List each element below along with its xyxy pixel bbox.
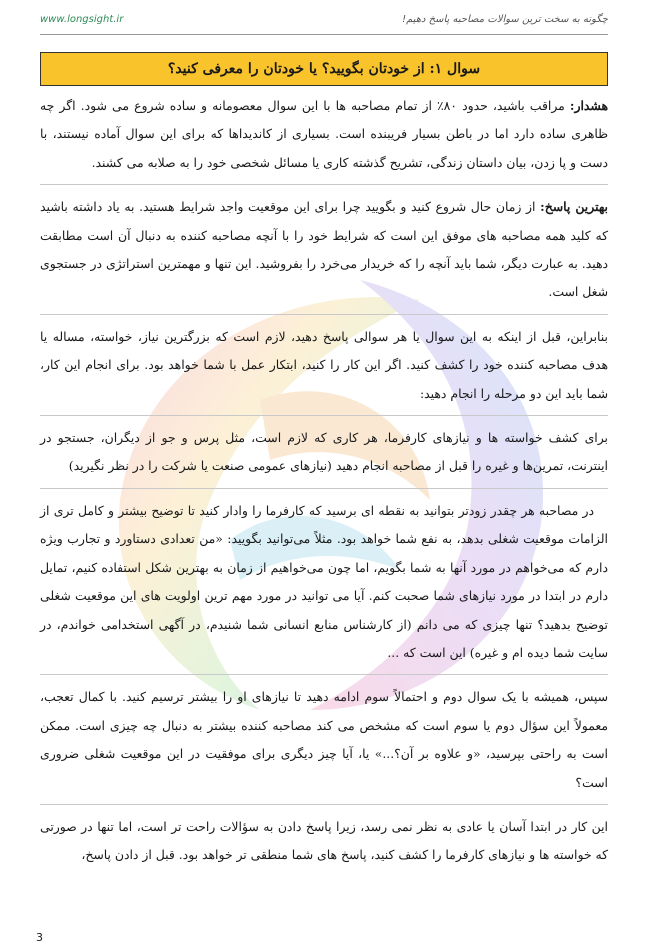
paragraph bbox=[40, 675, 608, 805]
paragraph-text: از زمان حال شروع کنید و بگویید چرا برای این موقعیت واجد شرایط هستید. به یاد داشته باشید که کلید همه مصاحبه های موفق این است که شرایط خود را با آنچه مصاحبه کننده به دنبال آن است مطابقت دهید. به عبارت دیگر، شما باید آنچه را که خریدار می‌خرد را بفروشید. این تنها و مهمترین استراتژی در جستجوی شغل است. bbox=[40, 199, 608, 300]
page-header bbox=[40, 10, 608, 32]
paragraph bbox=[40, 416, 608, 489]
paragraph bbox=[40, 489, 608, 675]
paragraph-text: بنابراین، قبل از اینکه به این سوال یا هر سوالی پاسخ دهید، لازم است که بزرگترین نیاز، خواسته، مساله یا هدف مصاحبه کننده خود را کشف کنید. اگر این کار را کنید، ابتکار عمل با شما خواهد بود. برای انجام این کار، شما باید این دو مرحله را انجام دهید: bbox=[40, 328, 608, 401]
question-box bbox=[40, 52, 608, 86]
question-title: سوال ۱: از خودتان بگویید؟ یا خودتان را معرفی کنید؟ bbox=[167, 61, 481, 77]
paragraph-lead: بهترین پاسخ: bbox=[540, 199, 608, 215]
paragraph-text: سپس، همیشه با یک سوال دوم و احتمالاً سوم ادامه دهید تا نیازهای او را بیشتر ترسیم کنید. با کمال تعجب، معمولاً این سؤال دوم یا سوم است که مشخص می کند مصاحبه کننده بیشتر به دنبال چه چیزی است. ممکن است به راحتی بپرسید، «و علاوه بر آن؟...» یا، آیا چیز دیگری برای موفقیت در این موقعیت شغلی ضروری است؟ bbox=[40, 689, 608, 790]
paragraph-warning bbox=[40, 92, 608, 185]
header-divider bbox=[40, 34, 608, 35]
article-body bbox=[40, 92, 608, 877]
paragraph-text: برای کشف خواسته ها و نیازهای کارفرما، هر کاری که لازم است، مثل پرس و جو از دیگران، جستجو در اینترنت، تمرین‌ها و غیره را قبل از مصاحبه انجام دهید (نیازهای عمومی صنعت یا شرکت را در نظر نگیرید) bbox=[40, 430, 608, 474]
paragraph-text: در مصاحبه هر چقدر زودتر بتوانید به نقطه ای برسید که کارفرما را وادار کنید تا توضیح بیشتر و کامل تری از الزامات موقعیت شغلی بدهد، به نفع شما خواهد بود. مثلاً می‌توانید بگویید: «من تعدادی دستاورد و تجارب ویژه دارم که می‌خواهم در مورد آنها به شما بگویم، اما چون می‌خواهیم از زمان به بهترین شکل استفاده کنیم، تمایل دارم در ابتدا در مورد نیازهای شما صحبت کنم. آیا می توانید در مورد مهم ترین اولویت های این موقعیت شغلی توضیح بدهید؟ تنها چیزی که می دانم (از کارشناس منابع انسانی شما شنیدم، در آگهی استخدامی خواندم، در سایت شما دیده ام و غیره) این است که ... bbox=[40, 502, 608, 660]
site-url[interactable]: www.longsight.ir bbox=[40, 14, 124, 25]
paragraph bbox=[40, 315, 608, 416]
paragraph-text: مراقب باشید، حدود ۸۰٪ از تمام مصاحبه ها با این سوال معصومانه و ساده شروع می شود. اگر چه ظاهری ساده دارد اما در باطن بسیار فریبنده است. بسیاری از کاندیداها که برای این سوال آماده نیستند، با دست و پا زدن، بیان داستان زندگی، تشریح گذشته کاری یا مسائل شخصی خود را به صلابه می کشند. bbox=[40, 98, 608, 170]
paragraph-best-answer bbox=[40, 185, 608, 315]
page-number: 3 bbox=[36, 931, 43, 944]
document-title: چگونه به سخت ترین سوالات مصاحبه پاسخ دهیم! bbox=[402, 14, 608, 25]
paragraph-text: این کار در ابتدا آسان یا عادی به نظر نمی رسد، زیرا پاسخ دادن به سؤالات راحت تر است، اما تنها در صورتی که خواسته ها و نیازهای کارفرما را کشف کنید، پاسخ های شما منطقی تر خواهد بود. قبل از دادن پاسخ، bbox=[40, 818, 608, 863]
paragraph bbox=[40, 805, 608, 877]
paragraph-lead: هشدار: bbox=[569, 98, 608, 113]
